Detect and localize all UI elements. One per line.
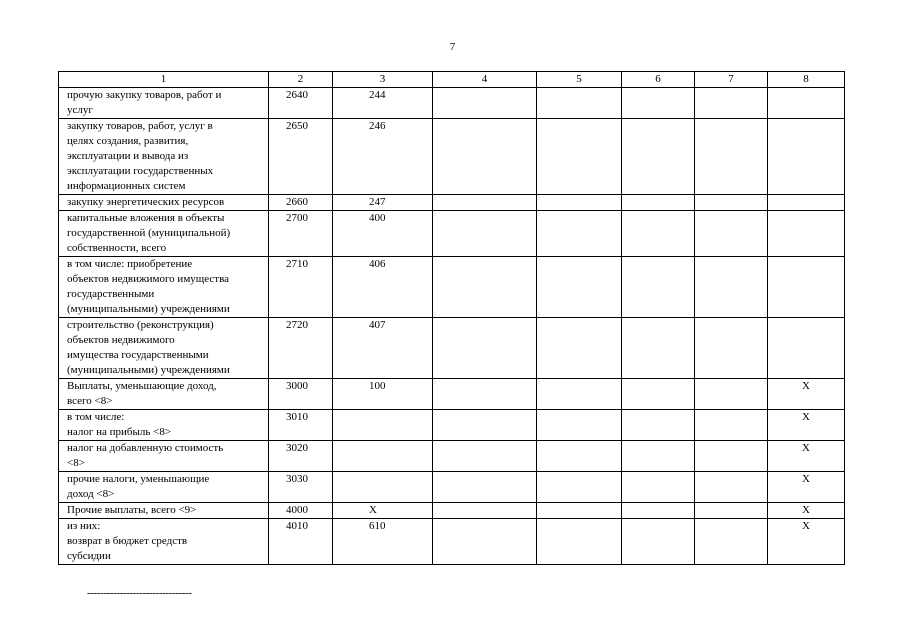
- table-row: [59, 318, 845, 379]
- row-col4-cell: [433, 211, 537, 257]
- footnote-separator: --------------------------------: [87, 587, 192, 599]
- row-name-cell: закупку товаров, работ, услуг в целях создания, развития, эксплуатации и вывода из эксплуатации государственных информационных систем: [59, 119, 269, 195]
- table-row: [59, 519, 845, 565]
- row-col7-cell: [695, 519, 768, 565]
- row-kbk-cell: 247: [333, 195, 433, 211]
- row-col4-cell: [433, 519, 537, 565]
- page-number: 7: [449, 41, 456, 53]
- table-row: [59, 379, 845, 410]
- row-col5-cell: [537, 379, 622, 410]
- row-col7-cell: [695, 410, 768, 441]
- row-col4-cell: [433, 503, 537, 519]
- row-col5-cell: [537, 88, 622, 119]
- row-col5-cell: [537, 441, 622, 472]
- row-name-cell: строительство (реконструкция) объектов недвижимого имущества государственными (муниципальными) учреждениями: [59, 318, 269, 379]
- row-col4-cell: [433, 472, 537, 503]
- row-col6-cell: [622, 410, 695, 441]
- row-col7-cell: [695, 503, 768, 519]
- row-col6-cell: [622, 379, 695, 410]
- row-col7-cell: [695, 318, 768, 379]
- row-col6-cell: [622, 119, 695, 195]
- row-name-cell: в том числе: налог на прибыль <8>: [59, 410, 269, 441]
- row-code-cell: 2650: [269, 119, 333, 195]
- row-kbk-cell: [333, 472, 433, 503]
- row-col6-cell: [622, 472, 695, 503]
- row-col4-cell: [433, 119, 537, 195]
- table-row: [59, 195, 845, 211]
- row-kbk-cell: 100: [333, 379, 433, 410]
- row-name-cell: прочую закупку товаров, работ и услуг: [59, 88, 269, 119]
- row-col7-cell: [695, 472, 768, 503]
- report-body: [59, 88, 845, 565]
- row-col8-cell: [768, 88, 845, 119]
- header-col-5: 5: [537, 72, 622, 88]
- row-code-cell: 2640: [269, 88, 333, 119]
- table-row: [59, 441, 845, 472]
- row-col5-cell: [537, 519, 622, 565]
- row-col4-cell: [433, 379, 537, 410]
- table-row: [59, 211, 845, 257]
- row-code-cell: 4010: [269, 519, 333, 565]
- row-col8-cell: X: [768, 503, 845, 519]
- row-col5-cell: [537, 195, 622, 211]
- row-name-cell: налог на добавленную стоимость <8>: [59, 441, 269, 472]
- row-kbk-cell: 246: [333, 119, 433, 195]
- row-kbk-cell: 406: [333, 257, 433, 318]
- row-col8-cell: X: [768, 410, 845, 441]
- header-col-7: 7: [695, 72, 768, 88]
- header-col-4: 4: [433, 72, 537, 88]
- header-row: [59, 72, 845, 88]
- table-row: [59, 257, 845, 318]
- table-row: [59, 410, 845, 441]
- row-name-cell: в том числе: приобретение объектов недвижимого имущества государственными (муниципальными) учреждениями: [59, 257, 269, 318]
- row-kbk-cell: 407: [333, 318, 433, 379]
- row-col8-cell: [768, 318, 845, 379]
- row-col5-cell: [537, 503, 622, 519]
- row-kbk-cell: 400: [333, 211, 433, 257]
- row-col8-cell: X: [768, 472, 845, 503]
- row-col8-cell: X: [768, 441, 845, 472]
- row-col6-cell: [622, 211, 695, 257]
- row-code-cell: 2700: [269, 211, 333, 257]
- row-col6-cell: [622, 257, 695, 318]
- row-name-cell: прочие налоги, уменьшающие доход <8>: [59, 472, 269, 503]
- row-kbk-cell: [333, 441, 433, 472]
- row-kbk-cell: X: [333, 503, 433, 519]
- row-col8-cell: X: [768, 379, 845, 410]
- row-col5-cell: [537, 472, 622, 503]
- header-col-1: 1: [59, 72, 269, 88]
- row-col5-cell: [537, 211, 622, 257]
- table-row: [59, 88, 845, 119]
- row-col6-cell: [622, 441, 695, 472]
- row-code-cell: 2720: [269, 318, 333, 379]
- row-col4-cell: [433, 441, 537, 472]
- row-col6-cell: [622, 88, 695, 119]
- row-name-cell: капитальные вложения в объекты государственной (муниципальной) собственности, всего: [59, 211, 269, 257]
- header-col-3: 3: [333, 72, 433, 88]
- row-col8-cell: [768, 119, 845, 195]
- row-col4-cell: [433, 257, 537, 318]
- header-col-6: 6: [622, 72, 695, 88]
- row-col8-cell: X: [768, 519, 845, 565]
- row-code-cell: 4000: [269, 503, 333, 519]
- row-col7-cell: [695, 441, 768, 472]
- row-col5-cell: [537, 257, 622, 318]
- header-col-2: 2: [269, 72, 333, 88]
- row-col7-cell: [695, 257, 768, 318]
- row-col6-cell: [622, 519, 695, 565]
- row-col4-cell: [433, 88, 537, 119]
- row-col7-cell: [695, 88, 768, 119]
- table-row: [59, 503, 845, 519]
- row-col8-cell: [768, 257, 845, 318]
- row-col6-cell: [622, 195, 695, 211]
- row-col4-cell: [433, 195, 537, 211]
- row-code-cell: 3030: [269, 472, 333, 503]
- row-col6-cell: [622, 503, 695, 519]
- row-name-cell: Выплаты, уменьшающие доход, всего <8>: [59, 379, 269, 410]
- row-kbk-cell: 244: [333, 88, 433, 119]
- row-code-cell: 3000: [269, 379, 333, 410]
- table-row: [59, 472, 845, 503]
- row-col7-cell: [695, 195, 768, 211]
- row-code-cell: 3020: [269, 441, 333, 472]
- table-row: [59, 119, 845, 195]
- row-col4-cell: [433, 318, 537, 379]
- header-col-8: 8: [768, 72, 845, 88]
- row-col7-cell: [695, 211, 768, 257]
- row-col6-cell: [622, 318, 695, 379]
- row-name-cell: Прочие выплаты, всего <9>: [59, 503, 269, 519]
- row-kbk-cell: 610: [333, 519, 433, 565]
- row-code-cell: 2660: [269, 195, 333, 211]
- row-col4-cell: [433, 410, 537, 441]
- row-col5-cell: [537, 318, 622, 379]
- row-code-cell: 2710: [269, 257, 333, 318]
- row-col5-cell: [537, 119, 622, 195]
- row-code-cell: 3010: [269, 410, 333, 441]
- row-name-cell: закупку энергетических ресурсов: [59, 195, 269, 211]
- row-kbk-cell: [333, 410, 433, 441]
- row-col8-cell: [768, 211, 845, 257]
- row-name-cell: из них: возврат в бюджет средств субсидии: [59, 519, 269, 565]
- row-col7-cell: [695, 119, 768, 195]
- row-col8-cell: [768, 195, 845, 211]
- report-table: [58, 71, 845, 565]
- row-col7-cell: [695, 379, 768, 410]
- row-col5-cell: [537, 410, 622, 441]
